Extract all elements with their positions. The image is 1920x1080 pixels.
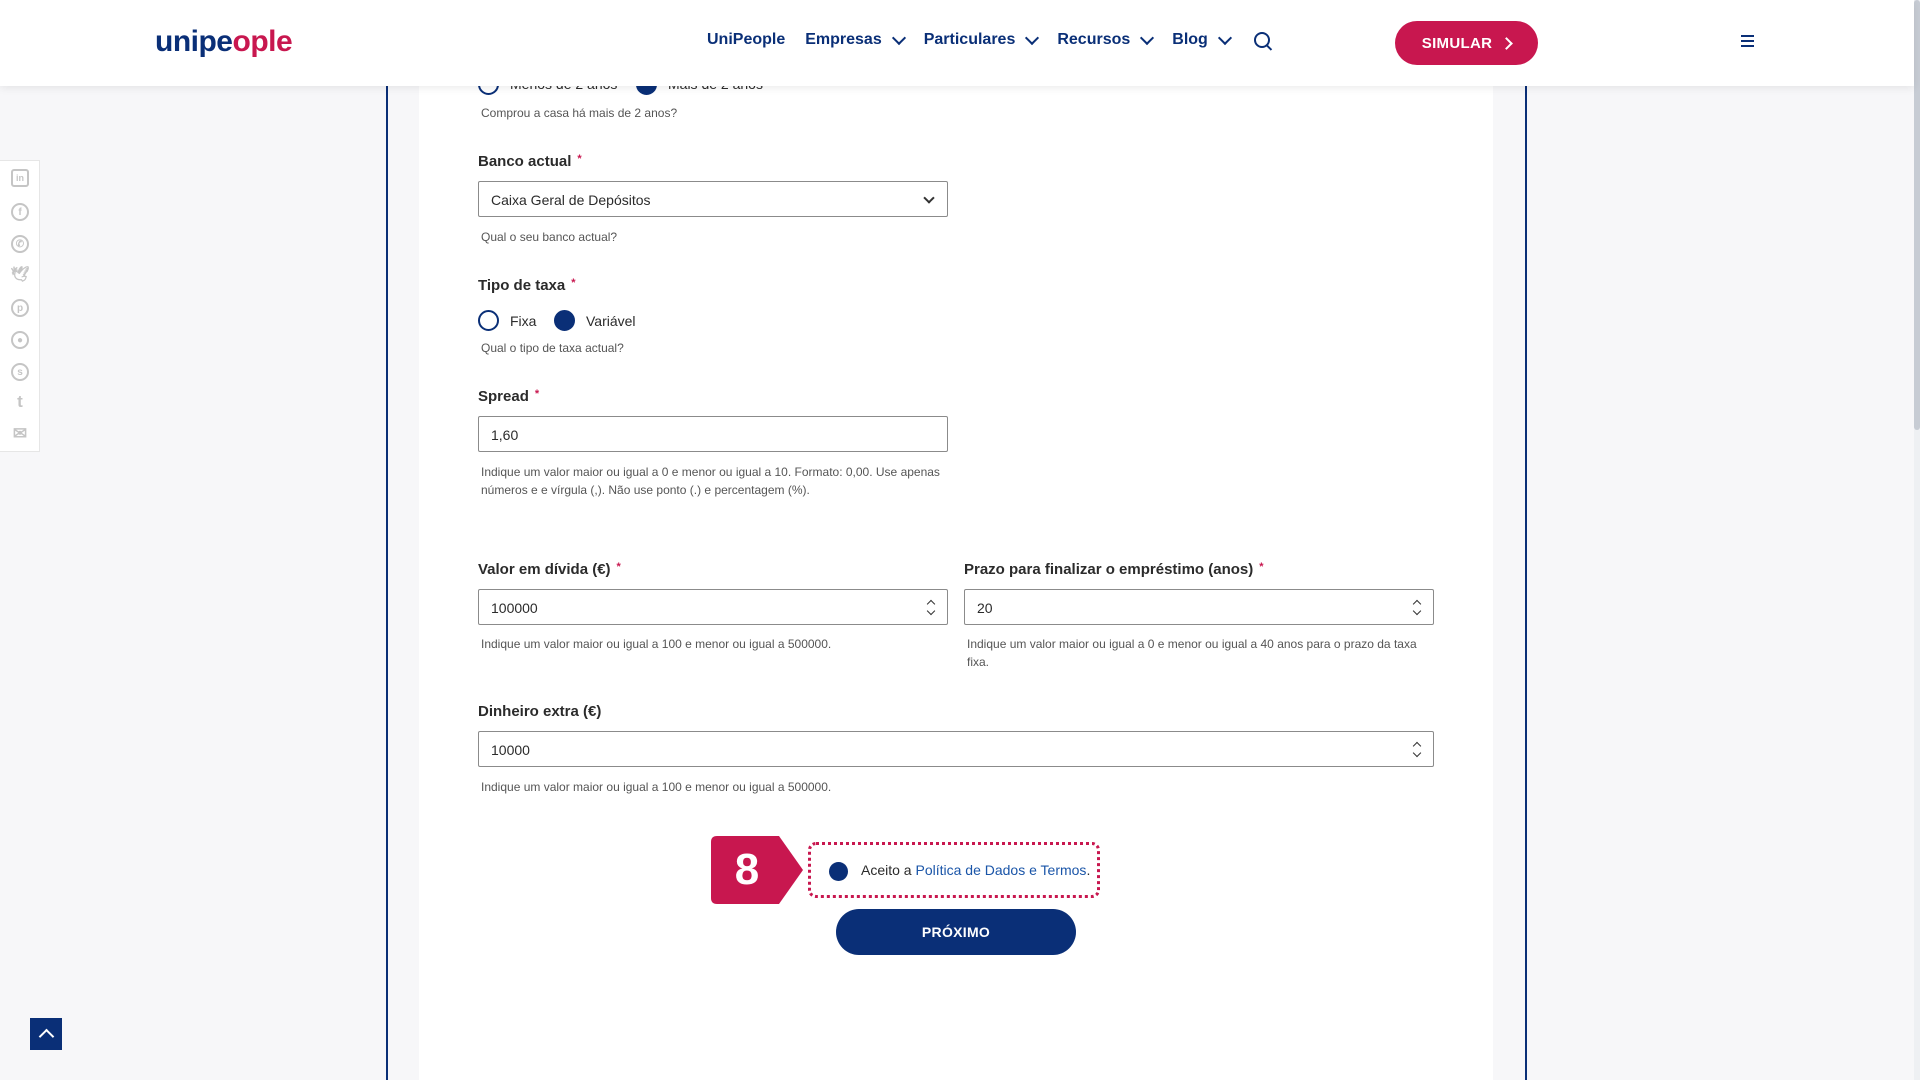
hamburger-menu-icon[interactable]	[1741, 35, 1754, 48]
chevron-down-icon	[1218, 30, 1232, 44]
tumblr-icon[interactable]: t	[17, 392, 23, 411]
help-bank: Qual o seu banco actual?	[481, 230, 618, 244]
nav-empresas[interactable]: Empresas	[805, 31, 904, 49]
unipeople-logo[interactable]: unipeople	[155, 25, 293, 58]
whatsapp-icon[interactable]: ✆	[11, 235, 29, 253]
facebook-icon[interactable]: f	[11, 203, 29, 221]
help-spread: Indique um valor maior ou igual a 0 e menor ou igual a 10. Formato: 0,00. Use apenas números e e vírgula (,). Não use ponto (.) e percentagem (%).	[481, 465, 940, 497]
radio-label-variavel: Variável	[586, 313, 636, 329]
nav-particulares[interactable]: Particulares	[924, 31, 1038, 49]
number-spinner-icon[interactable]	[1413, 741, 1421, 759]
extra-label: Dinheiro extra (€)	[478, 703, 602, 720]
bank-select[interactable]: Caixa Geral de Depósitos	[478, 181, 948, 217]
page-scrollbar[interactable]	[1914, 0, 1920, 1080]
pinterest-icon[interactable]: p	[11, 299, 29, 317]
consent-label: Aceito a Política de Dados e Termos.	[861, 862, 1091, 878]
help-extra: Indique um valor maior ou igual a 100 e menor ou igual a 500000.	[481, 780, 832, 794]
bank-label: Banco actual *	[478, 153, 582, 170]
nav-unipeople[interactable]: UniPeople	[707, 31, 786, 48]
linkedin-icon[interactable]: in	[11, 169, 29, 187]
term-label: Prazo para finalizar o empréstimo (anos) *	[964, 561, 1264, 578]
radio-variavel[interactable]	[554, 310, 575, 331]
share-sidebar	[0, 160, 40, 452]
scrollbar-thumb[interactable]	[1914, 0, 1920, 430]
spread-input[interactable]: 1,60	[478, 416, 948, 452]
help-rate-type: Qual o tipo de taxa actual?	[481, 341, 624, 355]
chevron-right-icon	[1500, 37, 1513, 50]
next-button[interactable]: PRÓXIMO	[836, 909, 1076, 955]
twitter-icon[interactable]: 🕊	[10, 266, 30, 283]
help-prev-radio: Comprou a casa há mais de 2 anos?	[481, 106, 678, 120]
back-to-top-button[interactable]	[30, 1018, 62, 1050]
step-marker	[711, 836, 803, 904]
step-number: 8	[734, 845, 760, 894]
rate-type-label: Tipo de taxa *	[478, 277, 576, 294]
term-input[interactable]: 20	[964, 589, 1434, 625]
nav-blog[interactable]: Blog	[1172, 31, 1230, 49]
chevron-down-icon	[1025, 30, 1039, 44]
radio-label-fixa: Fixa	[510, 313, 537, 329]
reddit-icon[interactable]: ●	[11, 331, 29, 349]
number-spinner-icon[interactable]	[927, 599, 935, 617]
help-debt: Indique um valor maior ou igual a 100 e menor ou igual a 500000.	[481, 637, 832, 651]
email-icon[interactable]: ✉	[12, 424, 28, 443]
main-nav	[707, 31, 1270, 49]
extra-input[interactable]: 10000	[478, 731, 1434, 767]
chevron-down-icon	[1140, 30, 1154, 44]
number-spinner-icon[interactable]	[1413, 599, 1421, 617]
privacy-terms-link[interactable]: Política de Dados e Termos	[915, 862, 1087, 878]
chevron-down-icon	[892, 30, 906, 44]
nav-recursos[interactable]: Recursos	[1057, 31, 1152, 49]
site-header	[0, 0, 1914, 86]
radio-fixa[interactable]	[478, 310, 499, 331]
consent-radio[interactable]	[829, 862, 848, 881]
skype-icon[interactable]: s	[11, 363, 29, 381]
help-term: Indique um valor maior ou igual a 0 e menor ou igual a 40 anos para o prazo da taxa fixa.	[967, 637, 1417, 669]
search-icon[interactable]	[1254, 32, 1270, 48]
debt-label: Valor em dívida (€) *	[478, 561, 621, 578]
chevron-down-icon	[923, 192, 934, 203]
spread-label: Spread *	[478, 388, 540, 405]
chevron-up-icon	[39, 1029, 55, 1045]
debt-input[interactable]: 100000	[478, 589, 948, 625]
simular-button[interactable]: SIMULAR	[1395, 21, 1538, 65]
